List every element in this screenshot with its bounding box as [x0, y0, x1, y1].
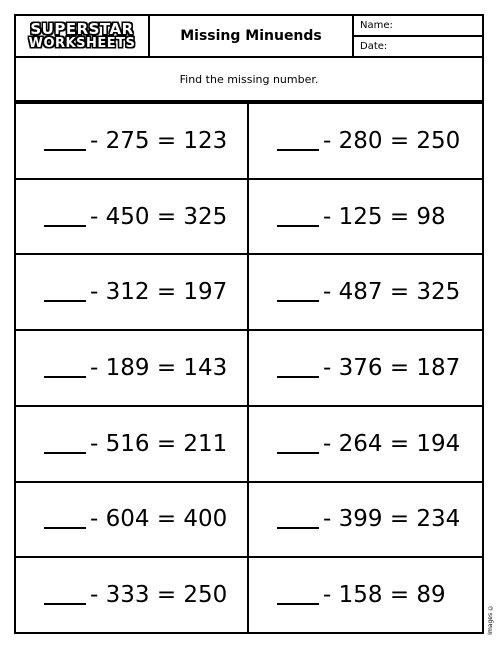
problem-cell	[249, 253, 482, 329]
name-date-box	[354, 16, 482, 56]
problem-text: - 516 = 211	[90, 430, 228, 457]
problem-cell	[16, 102, 249, 178]
problem-text: - 399 = 234	[323, 506, 461, 533]
answer-blank[interactable]	[277, 207, 319, 227]
problem-text: - 312 = 197	[90, 279, 228, 306]
date-label: Date:	[360, 41, 388, 52]
problem-cell	[16, 253, 249, 329]
problem-cell	[249, 329, 482, 405]
problem-cell	[249, 178, 482, 254]
problem-text: - 604 = 400	[90, 506, 228, 533]
worksheet-header	[14, 14, 484, 58]
answer-blank[interactable]	[277, 282, 319, 302]
problem-cell	[249, 556, 482, 632]
problem-text: - 450 = 325	[90, 203, 228, 230]
image-credit: Images ©	[487, 604, 494, 635]
problem-cell	[16, 178, 249, 254]
problem-cell	[16, 481, 249, 557]
problem-cell	[249, 481, 482, 557]
problem-text: - 158 = 89	[323, 582, 446, 609]
problem-text: - 487 = 325	[323, 279, 461, 306]
problem-text: - 333 = 250	[90, 582, 228, 609]
logo-line-bottom: WORKSHEETS	[28, 35, 136, 51]
answer-blank[interactable]	[44, 509, 86, 529]
worksheet-title: Missing Minuends	[150, 16, 354, 56]
problem-text: - 280 = 250	[323, 127, 461, 154]
answer-blank[interactable]	[277, 434, 319, 454]
problem-text: - 264 = 194	[323, 430, 461, 457]
problem-cell	[16, 556, 249, 632]
problem-cell	[249, 405, 482, 481]
problem-grid	[14, 102, 484, 634]
answer-blank[interactable]	[44, 207, 86, 227]
date-field[interactable]	[354, 37, 482, 56]
answer-blank[interactable]	[44, 282, 86, 302]
problem-text: - 125 = 98	[323, 203, 446, 230]
answer-blank[interactable]	[44, 358, 86, 378]
answer-blank[interactable]	[44, 131, 86, 151]
problem-text: - 189 = 143	[90, 354, 228, 381]
answer-blank[interactable]	[277, 358, 319, 378]
problem-cell	[16, 329, 249, 405]
problem-text: - 275 = 123	[90, 127, 228, 154]
problem-text: - 376 = 187	[323, 354, 461, 381]
answer-blank[interactable]	[277, 131, 319, 151]
superstar-worksheets-logo	[16, 16, 150, 56]
answer-blank[interactable]	[277, 509, 319, 529]
problem-cell	[16, 405, 249, 481]
name-label: Name:	[360, 20, 393, 31]
answer-blank[interactable]	[44, 585, 86, 605]
problem-cell	[249, 102, 482, 178]
answer-blank[interactable]	[277, 585, 319, 605]
name-field[interactable]	[354, 16, 482, 37]
logo-line-top: SUPERSTAR	[30, 19, 134, 38]
instructions: Find the missing number.	[14, 58, 484, 102]
answer-blank[interactable]	[44, 434, 86, 454]
